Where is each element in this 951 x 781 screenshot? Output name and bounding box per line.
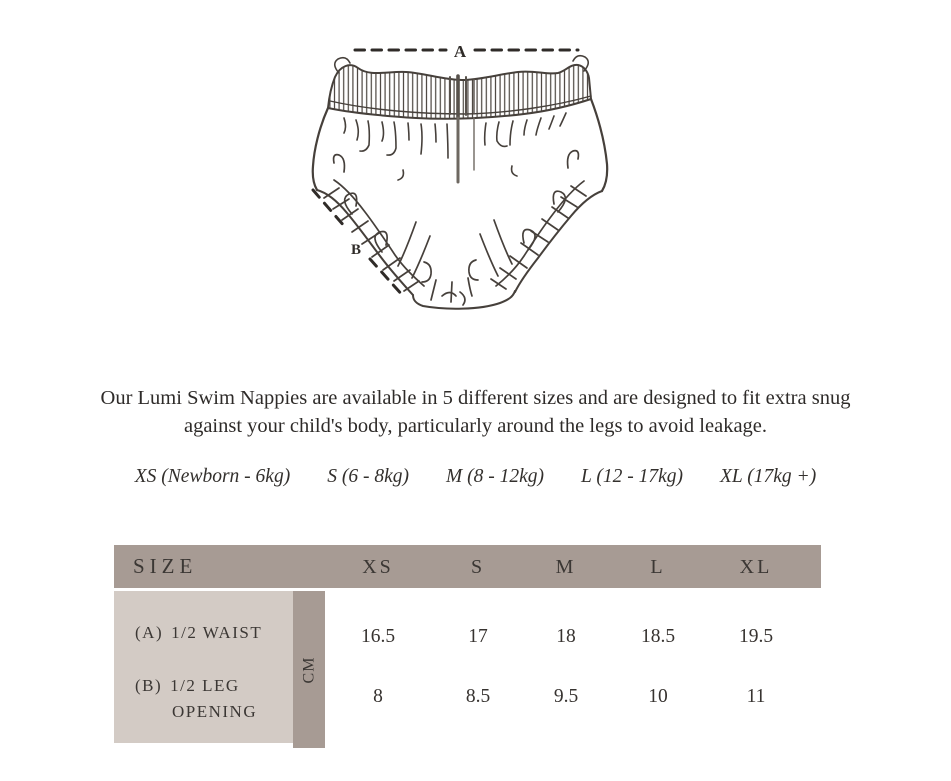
value-waist-l: 18.5: [640, 626, 676, 647]
waistband: [328, 56, 591, 182]
legend-item-l: L (12 - 17kg): [580, 466, 683, 487]
row-b-label: 1/2 LEG: [170, 676, 240, 695]
size-header-label: SIZE: [133, 554, 198, 578]
nappy-sketch-svg: [300, 30, 610, 320]
size-table-header: [114, 545, 821, 588]
row-a-prefix: (A): [135, 623, 164, 642]
legend-item-xl: XL (17kg +): [720, 466, 817, 487]
row-label-opening: OPENING: [172, 702, 258, 721]
value-leg-xl: 11: [746, 686, 766, 707]
column-header-m: M: [555, 556, 577, 578]
row-a-label: 1/2 WAIST: [171, 623, 263, 642]
column-header-s: S: [470, 556, 486, 578]
value-waist-xs: 16.5: [360, 626, 396, 647]
intro-text: [0, 384, 951, 440]
column-header-xl: XL: [739, 556, 773, 578]
column-header-xs: XS: [362, 556, 394, 578]
unit-label: CM: [300, 656, 317, 683]
row-label-half-waist: [135, 621, 262, 645]
legend-item-m: M (8 - 12kg): [445, 466, 544, 487]
nappy-sketch: [313, 42, 607, 309]
legend-item-s: S (6 - 8kg): [327, 466, 409, 487]
fabric-wrinkles: [344, 113, 566, 180]
value-leg-s: 8.5: [465, 686, 491, 707]
value-leg-l: 10: [648, 686, 668, 707]
dimension-b-label: B: [350, 242, 362, 258]
intro-line-1: Our Lumi Swim Nappies are available in 5 different sizes and are designed to fit extra snug: [100, 387, 851, 409]
size-legend: [0, 462, 951, 492]
row-b-prefix: (B): [135, 676, 163, 695]
row-label-half-leg: [135, 674, 240, 698]
value-waist-m: 18: [556, 626, 576, 647]
value-leg-xs: 8: [373, 686, 383, 707]
value-leg-m: 9.5: [553, 686, 579, 707]
intro-line-2: against your child's body, particularly around the legs to avoid leakage.: [183, 415, 768, 437]
row-labels-cell: [114, 591, 293, 743]
legend-item-xs: XS (Newborn - 6kg): [134, 466, 291, 487]
leg-ruffle-left: [317, 155, 431, 295]
value-waist-s: 17: [468, 626, 488, 647]
leg-ruffle-right: [469, 151, 602, 292]
size-table: [114, 545, 821, 748]
value-waist-xl: 19.5: [738, 626, 774, 647]
nappy-illustration: [300, 30, 610, 320]
column-header-l: L: [650, 556, 666, 578]
unit-cell: [293, 591, 325, 748]
dimension-a-label: A: [453, 42, 467, 61]
